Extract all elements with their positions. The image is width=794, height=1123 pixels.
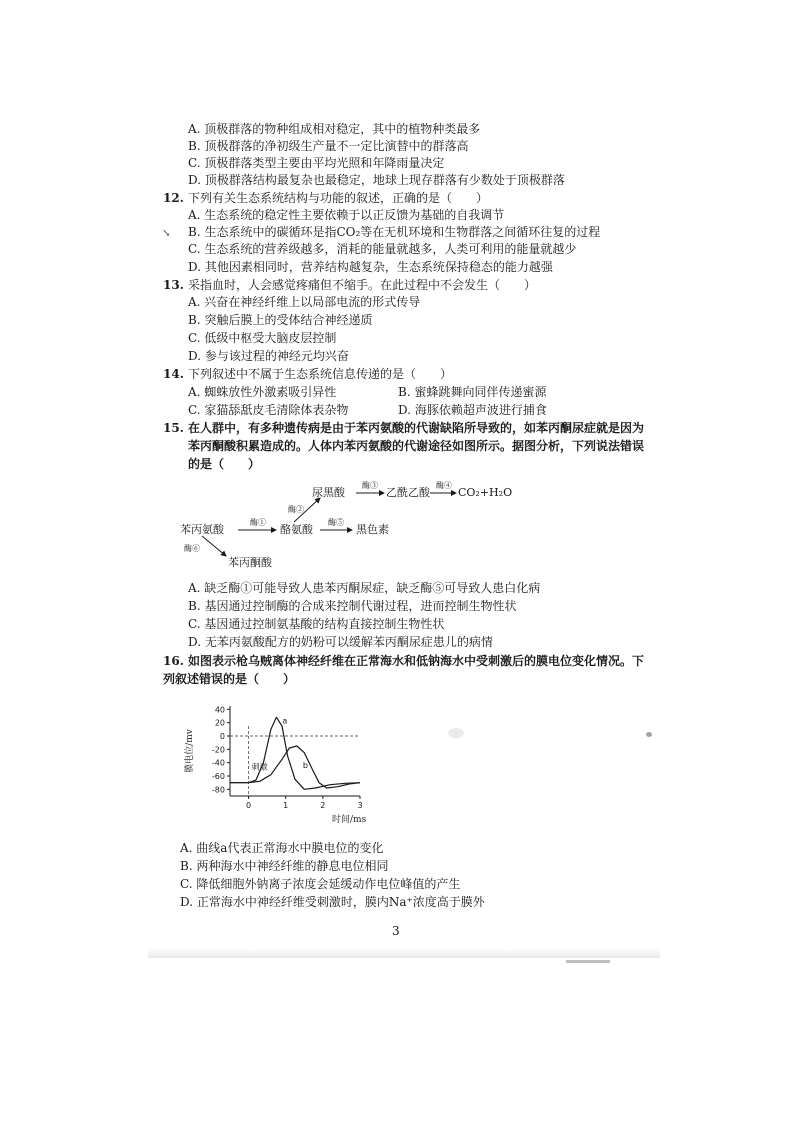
y-tick-label: 20: [214, 718, 225, 728]
q12-stem: 下列有关生态系统结构与功能的叙述，正确的是（ ）: [188, 191, 489, 205]
q16-option-b: B. 两种海水中神经纤维的静息电位相同: [180, 859, 389, 873]
scan-mark: [566, 960, 610, 963]
q14-stem: 下列叙述中不属于生态系统信息传递的是（ ）: [188, 367, 453, 381]
co2-water-label: CO₂+H₂O: [458, 486, 513, 499]
q14-option-d: D. 海豚依赖超声波进行捕食: [398, 403, 547, 417]
scan-dot: [646, 732, 652, 737]
y-tick-label: -60: [211, 772, 225, 781]
enzyme-3-label: 酶③: [362, 481, 378, 490]
q13-option-d: D. 参与该过程的神经元均兴奋: [188, 349, 349, 363]
enzyme-6-label: 酶⑥: [184, 544, 200, 553]
q15-option-a: A. 缺乏酶①可能导致人患苯丙酮尿症，缺乏酶⑤可导致人患白化病: [188, 581, 541, 595]
q14-option-c: C. 家猫舔舐皮毛清除体表杂物: [188, 403, 349, 417]
x-tick-label: 3: [357, 801, 363, 810]
y-tick-label: -20: [211, 745, 225, 755]
melanin-label: 黑色素: [356, 523, 389, 536]
q13-number: 13.: [163, 278, 184, 292]
enzyme-5-label: 酶⑤: [328, 518, 344, 527]
q15-option-d: D. 无苯丙氨酸配方的奶粉可以缓解苯丙酮尿症患儿的病情: [188, 635, 493, 649]
q15-option-c: C. 基因通过控制氨基酸的结构直接控制生物性状: [188, 617, 445, 631]
membrane-potential-chart: [182, 700, 372, 828]
stimulus-annotation: 刺激: [251, 762, 268, 772]
q12-number: 12.: [163, 191, 184, 205]
q12-option-d: D. 其他因素相同时，营养结构越复杂，生态系统保持稳态的能力越强: [188, 260, 553, 274]
y-tick-label: -40: [211, 758, 225, 768]
y-tick-label: 0: [219, 732, 225, 741]
tyrosine-label: 酪氨酸: [280, 523, 313, 536]
acetoacetate-label: 乙酰乙酸: [386, 486, 430, 499]
enzyme-4-label: 酶④: [436, 481, 452, 490]
q16-option-a: A. 曲线a代表正常海水中膜电位的变化: [180, 841, 384, 855]
q12-option-c: C. 生态系统的营养级越多，消耗的能量就越多，人类可利用的能量就越少: [188, 242, 577, 256]
q11-option-b: B. 顶极群落的净初级生产量不一定比演替中的群落高: [188, 139, 469, 153]
series-a-label: a: [282, 716, 288, 726]
arrow-phe-ppa: [202, 536, 226, 556]
q15-stem-line-3: 的是（ ）: [188, 457, 261, 471]
y-axis-label: 膜电位/mv: [185, 729, 195, 773]
q15-stem-line-2: 苯丙酮酸积累造成的。人体内苯丙氨酸的代谢途径如图所示。据图分析，下列说法错误: [188, 439, 645, 453]
series-b-label: b: [302, 761, 308, 770]
x-tick-label: 2: [320, 801, 326, 810]
q14-option-a: A. 蜘蛛放性外激素吸引异性: [188, 385, 337, 399]
x-axis-label: 时间/ms: [332, 815, 367, 825]
q16-number: 16.: [163, 654, 184, 668]
q16-option-c: C. 降低细胞外钠离子浓度会延缓动作电位峰值的产生: [180, 877, 461, 891]
page-number: 3: [392, 924, 400, 938]
enzyme-1-label: 酶①: [250, 518, 266, 527]
x-tick-label: 1: [283, 801, 289, 810]
q16-option-d: D. 正常海水中神经纤维受刺激时，膜内Na⁺浓度高于膜外: [180, 895, 485, 909]
enzyme-2-label: 酶②: [288, 505, 304, 514]
series-a-line: [230, 717, 360, 789]
q12-option-b: B. 生态系统中的碳循环是指CO₂等在无机环境和生物群落之间循环往复的过程: [188, 225, 601, 239]
y-tick-label: 40: [214, 705, 225, 715]
q13-option-a: A. 兴奋在神经纤维上以局部电流的形式传导: [188, 295, 421, 309]
q16-stem-line-1: 如图表示枪乌贼离体神经纤维在正常海水和低钠海水中受刺激后的膜电位变化情况。下: [188, 654, 645, 668]
q15-stem-line-1: 在人群中，有多种遗传病是由于苯丙氨酸的代谢缺陷所导致的，如苯丙酮尿症就是因为: [188, 421, 645, 435]
y-tick-label: -80: [211, 785, 225, 795]
q16-stem-line-2: 列叙述错误的是（ ）: [163, 672, 296, 686]
series-b-line: [230, 746, 360, 788]
q11-option-c: C. 顶极群落类型主要由平均光照和年降雨量决定: [188, 156, 445, 170]
q11-option-d: D. 顶极群落结构最复杂也最稳定，地球上现存群落有少数处于顶极群落: [188, 173, 565, 187]
q11-option-a: A. 顶极群落的物种组成相对稳定，其中的植物种类最多: [188, 122, 481, 136]
scan-shadow: [148, 948, 660, 958]
q13-stem: 采指血时，人会感觉疼痛但不缩手。在此过程中不会发生（ ）: [188, 278, 537, 292]
homogentisate-label: 尿黑酸: [312, 486, 345, 499]
q13-option-c: C. 低级中枢受大脑皮层控制: [188, 331, 337, 345]
q13-option-b: B. 突触后膜上的受体结合神经递质: [188, 313, 373, 327]
x-tick-label: 0: [246, 801, 252, 810]
q15-option-b: B. 基因通过控制酶的合成来控制代谢过程，进而控制生物性状: [188, 599, 517, 613]
metabolic-pathway-diagram: [180, 478, 540, 573]
q14-option-b: B. 蜜蜂跳舞向同伴传递蜜源: [398, 385, 547, 399]
stray-pen-mark: ↘: [162, 228, 171, 239]
phenylalanine-label: 苯丙氨酸: [180, 523, 224, 536]
chart-svg: [182, 700, 372, 828]
phenylpyruvate-label: 苯丙酮酸: [228, 556, 272, 569]
q14-number: 14.: [163, 367, 184, 381]
q15-number: 15.: [163, 421, 184, 435]
scan-smudge: [448, 728, 464, 738]
q12-option-a: A. 生态系统的稳定性主要依赖于以正反馈为基础的自我调节: [188, 208, 505, 222]
